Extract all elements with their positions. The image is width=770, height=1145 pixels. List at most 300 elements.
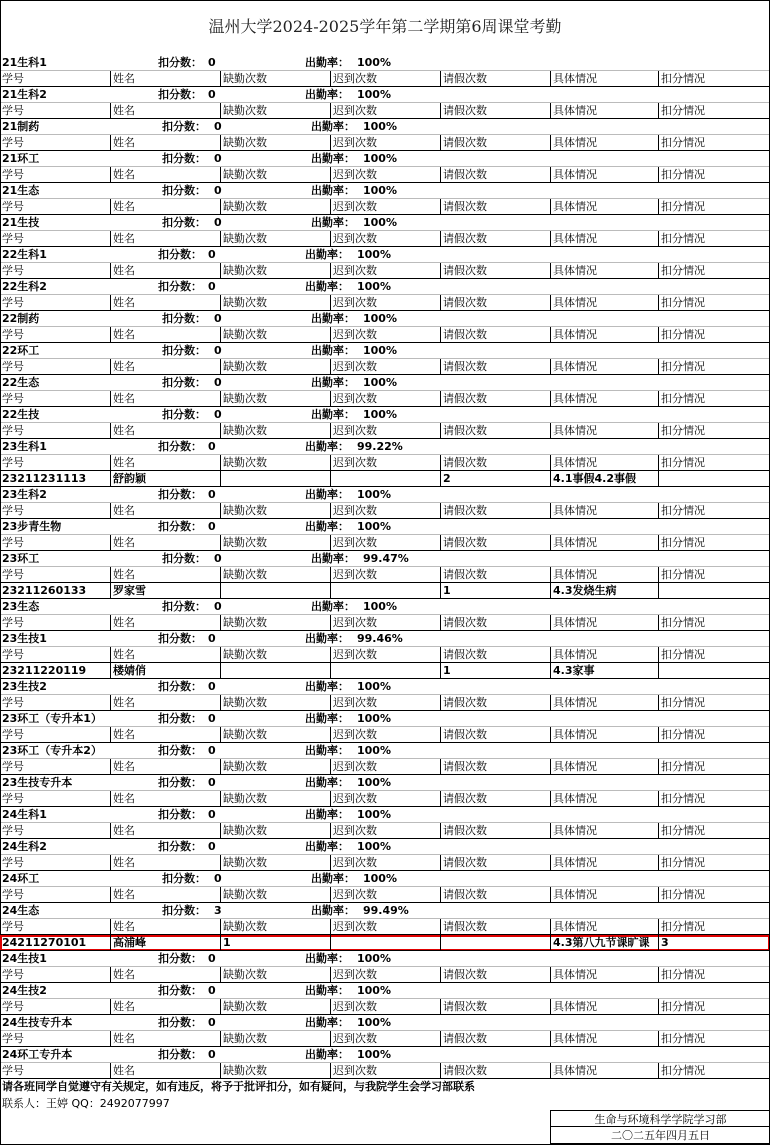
class-header-row: [0, 711, 770, 727]
rate-value: 100%: [357, 952, 391, 965]
column-header: 学号: [0, 167, 110, 183]
column-header: 缺勤次数: [220, 1063, 330, 1079]
column-header: 缺勤次数: [220, 855, 330, 871]
class-header-row: [0, 775, 770, 791]
rate-label: 出勤率：: [311, 216, 355, 229]
deduct-value: 0: [208, 808, 216, 821]
column-header-row: [0, 359, 770, 375]
column-header-row: [0, 135, 770, 151]
rate-label: 出勤率：: [311, 408, 355, 421]
column-header: 具体情况: [550, 967, 658, 983]
column-header-row: [0, 967, 770, 983]
column-header: 请假次数: [440, 967, 550, 983]
table-cell: [330, 663, 440, 679]
column-header: 学号: [0, 391, 110, 407]
column-header: 迟到次数: [330, 1063, 440, 1079]
column-header: 姓名: [110, 967, 220, 983]
column-header: 请假次数: [440, 727, 550, 743]
class-name: 23步青生物: [2, 520, 62, 533]
rate-label: 出勤率：: [305, 952, 349, 965]
column-header: 扣分情况: [658, 199, 770, 215]
rate-value: 100%: [357, 1016, 391, 1029]
column-header: 迟到次数: [330, 759, 440, 775]
column-header: 请假次数: [440, 647, 550, 663]
column-header: 姓名: [110, 919, 220, 935]
rate-label: 出勤率：: [311, 344, 355, 357]
table-cell: 24211270101: [0, 935, 110, 951]
table-row: [0, 583, 770, 599]
column-header: 缺勤次数: [220, 423, 330, 439]
column-header: 具体情况: [550, 1063, 658, 1079]
column-header: 迟到次数: [330, 919, 440, 935]
column-header: 姓名: [110, 727, 220, 743]
rate-value: 100%: [357, 488, 391, 501]
deduct-label: 扣分数：: [158, 520, 202, 533]
deduct-label: 扣分数：: [158, 680, 202, 693]
class-name: 24生科2: [2, 840, 47, 853]
rate-value: 100%: [363, 184, 397, 197]
table-cell: [330, 583, 440, 599]
column-header-row: [0, 295, 770, 311]
class-header-row: [0, 519, 770, 535]
deduct-value: 0: [208, 280, 216, 293]
deduct-label: 扣分数：: [158, 712, 202, 725]
column-header: 具体情况: [550, 919, 658, 935]
rate-value: 99.22%: [357, 440, 403, 453]
column-header: 姓名: [110, 1063, 220, 1079]
column-header: 扣分情况: [658, 71, 770, 87]
class-name: 23环工: [2, 552, 40, 565]
column-header: 扣分情况: [658, 231, 770, 247]
deduct-value: 0: [214, 184, 222, 197]
column-header: 迟到次数: [330, 327, 440, 343]
rate-value: 100%: [357, 840, 391, 853]
column-header: 请假次数: [440, 823, 550, 839]
class-name: 24生科1: [2, 808, 47, 821]
deduct-label: 扣分数：: [158, 280, 202, 293]
column-header: 迟到次数: [330, 71, 440, 87]
deduct-value: 0: [208, 744, 216, 757]
column-header: 迟到次数: [330, 1031, 440, 1047]
column-header: 姓名: [110, 823, 220, 839]
deduct-value: 0: [208, 952, 216, 965]
deduct-value: 0: [208, 520, 216, 533]
deduct-value: 0: [214, 344, 222, 357]
table-cell: 舒韵颖: [110, 471, 220, 487]
column-header: 请假次数: [440, 567, 550, 583]
table-cell: [658, 663, 770, 679]
column-header: 缺勤次数: [220, 359, 330, 375]
deduct-value: 0: [208, 984, 216, 997]
rate-label: 出勤率：: [305, 488, 349, 501]
deduct-label: 扣分数：: [162, 552, 206, 565]
column-header: 姓名: [110, 759, 220, 775]
column-header: 扣分情况: [658, 967, 770, 983]
column-header: 扣分情况: [658, 391, 770, 407]
column-header: 姓名: [110, 199, 220, 215]
column-header: 学号: [0, 135, 110, 151]
class-header-row: [0, 151, 770, 167]
deduct-label: 扣分数：: [158, 1016, 202, 1029]
column-header: 具体情况: [550, 615, 658, 631]
rate-label: 出勤率：: [305, 280, 349, 293]
department-name: 生命与环境科学学院学习部: [550, 1110, 770, 1127]
deduct-value: 0: [214, 408, 222, 421]
rate-value: 100%: [357, 984, 391, 997]
column-header-row: [0, 759, 770, 775]
column-header: 请假次数: [440, 1063, 550, 1079]
column-header: 学号: [0, 567, 110, 583]
column-header-row: [0, 199, 770, 215]
column-header: 学号: [0, 1031, 110, 1047]
table-cell: 楼婧俏: [110, 663, 220, 679]
deduct-value: 0: [214, 600, 222, 613]
table-row: [0, 935, 770, 951]
column-header: 缺勤次数: [220, 167, 330, 183]
class-header-row: [0, 279, 770, 295]
class-header-row: [0, 599, 770, 615]
class-name: 23环工（专升本1）: [2, 712, 102, 725]
class-header-row: [0, 679, 770, 695]
class-header-row: [0, 87, 770, 103]
table-cell: 1: [440, 663, 550, 679]
column-header: 学号: [0, 423, 110, 439]
column-header: 学号: [0, 359, 110, 375]
column-header: 请假次数: [440, 71, 550, 87]
class-name: 24生态: [2, 904, 40, 917]
column-header: 扣分情况: [658, 359, 770, 375]
class-header-row: [0, 407, 770, 423]
column-header: 请假次数: [440, 535, 550, 551]
column-header: 学号: [0, 263, 110, 279]
column-header: 缺勤次数: [220, 695, 330, 711]
column-header: 具体情况: [550, 647, 658, 663]
column-header: 具体情况: [550, 135, 658, 151]
column-header: 姓名: [110, 791, 220, 807]
column-header: 姓名: [110, 503, 220, 519]
column-header: 具体情况: [550, 231, 658, 247]
column-header: 迟到次数: [330, 727, 440, 743]
column-header: 具体情况: [550, 167, 658, 183]
column-header: 缺勤次数: [220, 887, 330, 903]
column-header: 学号: [0, 823, 110, 839]
rate-value: 99.47%: [363, 552, 409, 565]
table-cell: [658, 583, 770, 599]
rate-label: 出勤率：: [305, 1016, 349, 1029]
column-header: 请假次数: [440, 295, 550, 311]
table-cell: 3: [658, 935, 770, 951]
column-header: 迟到次数: [330, 455, 440, 471]
deduct-value: 0: [208, 712, 216, 725]
class-name: 24环工专升本: [2, 1048, 73, 1061]
column-header: 扣分情况: [658, 647, 770, 663]
column-header: 具体情况: [550, 503, 658, 519]
column-header: 缺勤次数: [220, 135, 330, 151]
deduct-label: 扣分数：: [158, 488, 202, 501]
column-header: 迟到次数: [330, 199, 440, 215]
class-header-row: [0, 487, 770, 503]
column-header: 扣分情况: [658, 727, 770, 743]
class-name: 21生态: [2, 184, 40, 197]
column-header: 请假次数: [440, 791, 550, 807]
column-header: 具体情况: [550, 295, 658, 311]
column-header: 姓名: [110, 359, 220, 375]
rate-label: 出勤率：: [311, 376, 355, 389]
class-header-row: [0, 247, 770, 263]
rate-label: 出勤率：: [305, 520, 349, 533]
class-name: 21制药: [2, 120, 40, 133]
column-header: 缺勤次数: [220, 567, 330, 583]
column-header-row: [0, 823, 770, 839]
column-header: 具体情况: [550, 791, 658, 807]
column-header: 学号: [0, 919, 110, 935]
column-header-row: [0, 231, 770, 247]
rate-label: 出勤率：: [311, 904, 355, 917]
column-header: 学号: [0, 967, 110, 983]
deduct-label: 扣分数：: [158, 840, 202, 853]
class-header-row: [0, 1015, 770, 1031]
column-header: 学号: [0, 103, 110, 119]
table-cell: [658, 471, 770, 487]
table-cell: 23211260133: [0, 583, 110, 599]
column-header: 具体情况: [550, 103, 658, 119]
deduct-value: 0: [208, 680, 216, 693]
column-header-row: [0, 423, 770, 439]
column-header: 缺勤次数: [220, 823, 330, 839]
column-header: 学号: [0, 695, 110, 711]
deduct-label: 扣分数：: [162, 120, 206, 133]
column-header: 请假次数: [440, 919, 550, 935]
table-cell: [220, 583, 330, 599]
class-header-row: [0, 343, 770, 359]
rate-label: 出勤率：: [311, 600, 355, 613]
column-header: 扣分情况: [658, 503, 770, 519]
class-name: 22生技: [2, 408, 40, 421]
column-header: 请假次数: [440, 263, 550, 279]
column-header: 请假次数: [440, 455, 550, 471]
column-header: 缺勤次数: [220, 263, 330, 279]
column-header-row: [0, 103, 770, 119]
class-name: 23生技1: [2, 632, 47, 645]
column-header: 缺勤次数: [220, 615, 330, 631]
deduct-value: 0: [208, 776, 216, 789]
column-header: 具体情况: [550, 535, 658, 551]
column-header: 缺勤次数: [220, 999, 330, 1015]
column-header-row: [0, 919, 770, 935]
class-header-row: [0, 55, 770, 71]
column-header: 请假次数: [440, 1031, 550, 1047]
column-header: 学号: [0, 647, 110, 663]
deduct-value: 0: [208, 488, 216, 501]
column-header: 扣分情况: [658, 535, 770, 551]
issue-date: 二〇二五年四月五日: [550, 1127, 770, 1144]
column-header: 姓名: [110, 535, 220, 551]
column-header: 扣分情况: [658, 167, 770, 183]
column-header: 姓名: [110, 391, 220, 407]
rate-label: 出勤率：: [311, 312, 355, 325]
column-header: 学号: [0, 999, 110, 1015]
column-header: 请假次数: [440, 391, 550, 407]
rate-label: 出勤率：: [305, 680, 349, 693]
column-header: 请假次数: [440, 135, 550, 151]
deduct-value: 3: [214, 904, 222, 917]
class-name: 23环工（专升本2）: [2, 744, 102, 757]
column-header: 姓名: [110, 999, 220, 1015]
column-header: 具体情况: [550, 1031, 658, 1047]
column-header: 请假次数: [440, 423, 550, 439]
table-cell: 4.1事假4.2事假: [550, 471, 658, 487]
table-cell: [330, 935, 440, 951]
column-header: 学号: [0, 71, 110, 87]
column-header-row: [0, 535, 770, 551]
column-header: 扣分情况: [658, 135, 770, 151]
column-header: 迟到次数: [330, 231, 440, 247]
deduct-value: 0: [214, 216, 222, 229]
column-header: 扣分情况: [658, 919, 770, 935]
class-name: 22生科2: [2, 280, 47, 293]
column-header: 请假次数: [440, 855, 550, 871]
class-name: 23生技专升本: [2, 776, 73, 789]
table-cell: [440, 935, 550, 951]
column-header: 缺勤次数: [220, 647, 330, 663]
rate-label: 出勤率：: [305, 88, 349, 101]
column-header-row: [0, 615, 770, 631]
deduct-label: 扣分数：: [158, 984, 202, 997]
class-name: 24生技专升本: [2, 1016, 73, 1029]
column-header: 姓名: [110, 327, 220, 343]
rate-value: 100%: [357, 712, 391, 725]
rate-value: 100%: [357, 280, 391, 293]
column-header: 姓名: [110, 615, 220, 631]
rate-value: 99.49%: [363, 904, 409, 917]
deduct-value: 0: [208, 248, 216, 261]
column-header: 学号: [0, 535, 110, 551]
column-header: 学号: [0, 327, 110, 343]
column-header-row: [0, 455, 770, 471]
class-name: 22生态: [2, 376, 40, 389]
column-header: 姓名: [110, 1031, 220, 1047]
deduct-value: 0: [214, 872, 222, 885]
class-header-row: [0, 631, 770, 647]
column-header: 扣分情况: [658, 791, 770, 807]
column-header-row: [0, 263, 770, 279]
class-header-row: [0, 839, 770, 855]
deduct-label: 扣分数：: [158, 952, 202, 965]
contact-info: 联系人：王婷 QQ：2492077997: [2, 1097, 170, 1110]
column-header: 缺勤次数: [220, 759, 330, 775]
column-header: 迟到次数: [330, 791, 440, 807]
column-header: 姓名: [110, 455, 220, 471]
column-header: 具体情况: [550, 823, 658, 839]
column-header: 姓名: [110, 423, 220, 439]
column-header-row: [0, 999, 770, 1015]
column-header: 迟到次数: [330, 855, 440, 871]
rate-value: 100%: [363, 216, 397, 229]
deduct-value: 0: [208, 88, 216, 101]
column-header: 扣分情况: [658, 1063, 770, 1079]
deduct-label: 扣分数：: [162, 312, 206, 325]
rate-label: 出勤率：: [305, 712, 349, 725]
deduct-label: 扣分数：: [162, 600, 206, 613]
class-name: 23生技2: [2, 680, 47, 693]
column-header: 迟到次数: [330, 391, 440, 407]
column-header: 学号: [0, 791, 110, 807]
column-header: 具体情况: [550, 199, 658, 215]
column-header-row: [0, 1063, 770, 1079]
class-header-row: [0, 983, 770, 999]
column-header: 姓名: [110, 887, 220, 903]
rate-label: 出勤率：: [305, 840, 349, 853]
rate-label: 出勤率：: [305, 776, 349, 789]
column-header: 学号: [0, 887, 110, 903]
rate-label: 出勤率：: [305, 1048, 349, 1061]
column-header: 姓名: [110, 231, 220, 247]
class-name: 21生技: [2, 216, 40, 229]
class-name: 22环工: [2, 344, 40, 357]
class-name: 22制药: [2, 312, 40, 325]
deduct-label: 扣分数：: [162, 184, 206, 197]
deduct-label: 扣分数：: [162, 152, 206, 165]
column-header: 迟到次数: [330, 535, 440, 551]
column-header: 学号: [0, 231, 110, 247]
column-header: 学号: [0, 855, 110, 871]
column-header: 学号: [0, 503, 110, 519]
column-header: 姓名: [110, 647, 220, 663]
column-header: 姓名: [110, 135, 220, 151]
column-header: 姓名: [110, 167, 220, 183]
column-header-row: [0, 167, 770, 183]
column-header-row: [0, 503, 770, 519]
column-header: 缺勤次数: [220, 727, 330, 743]
deduct-value: 0: [208, 1016, 216, 1029]
column-header: 请假次数: [440, 231, 550, 247]
rate-value: 100%: [357, 248, 391, 261]
table-row: [0, 663, 770, 679]
table-cell: 1: [220, 935, 330, 951]
class-header-row: [0, 951, 770, 967]
column-header: 具体情况: [550, 327, 658, 343]
column-header: 学号: [0, 455, 110, 471]
deduct-label: 扣分数：: [158, 56, 202, 69]
column-header: 请假次数: [440, 695, 550, 711]
deduct-label: 扣分数：: [162, 344, 206, 357]
rate-value: 100%: [357, 520, 391, 533]
table-cell: 2: [440, 471, 550, 487]
column-header: 迟到次数: [330, 103, 440, 119]
column-header: 缺勤次数: [220, 455, 330, 471]
column-header-row: [0, 391, 770, 407]
class-name: 24生技1: [2, 952, 47, 965]
deduct-value: 0: [208, 840, 216, 853]
column-header: 扣分情况: [658, 823, 770, 839]
column-header: 具体情况: [550, 359, 658, 375]
table-cell: 4.3家事: [550, 663, 658, 679]
column-header: 缺勤次数: [220, 967, 330, 983]
column-header: 扣分情况: [658, 855, 770, 871]
deduct-label: 扣分数：: [158, 248, 202, 261]
class-header-row: [0, 215, 770, 231]
deduct-label: 扣分数：: [162, 872, 206, 885]
deduct-label: 扣分数：: [158, 88, 202, 101]
deduct-label: 扣分数：: [162, 904, 206, 917]
table-cell: [220, 471, 330, 487]
column-header: 请假次数: [440, 503, 550, 519]
column-header: 缺勤次数: [220, 295, 330, 311]
column-header-row: [0, 71, 770, 87]
column-header: 缺勤次数: [220, 391, 330, 407]
deduct-value: 0: [208, 632, 216, 645]
table-cell: 1: [440, 583, 550, 599]
